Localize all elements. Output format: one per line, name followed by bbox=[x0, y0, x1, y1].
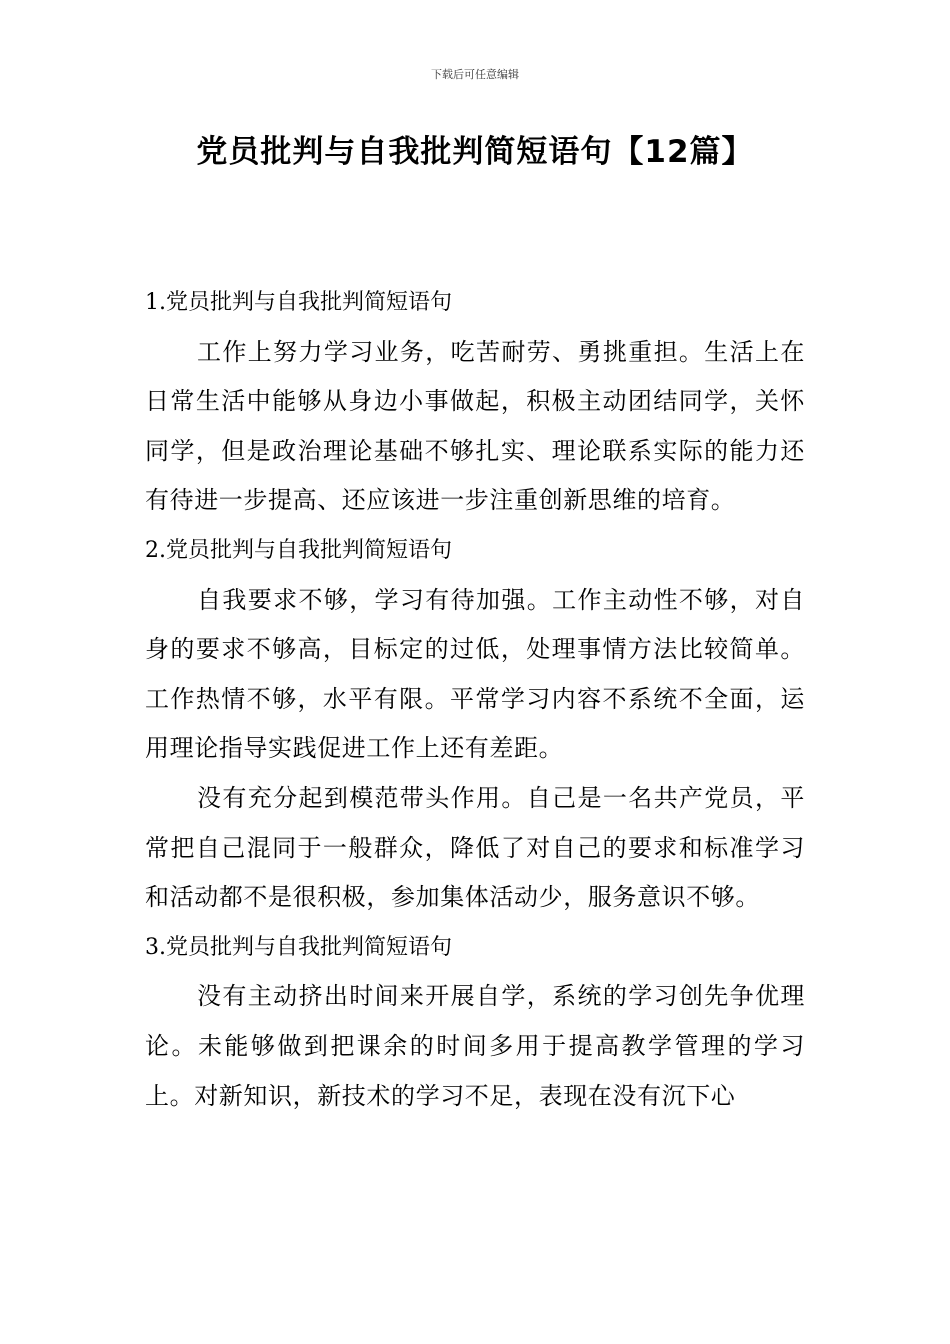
document-title: 党员批判与自我批判简短语句【12篇】 bbox=[196, 134, 754, 170]
section-paragraph: 自我要求不够，学习有待加强。工作主动性不够，对自身的要求不够高，目标定的过低，处理事情方法比较简单。工作热情不够，水平有限。平常学习内容不系统不全面，运用理论指导实践促进工作上还有差距。 bbox=[145, 585, 805, 763]
section-paragraph: 没有主动挤出时间来开展自学，系统的学习创先争优理论。未能够做到把课余的时间多用于提高教学管理的学习上。对新知识，新技术的学习不足，表现在没有沉下心 bbox=[145, 982, 805, 1110]
section-paragraph: 工作上努力学习业务，吃苦耐劳、勇挑重担。生活上在日常生活中能够从身边小事做起，积极主动团结同学，关怀同学，但是政治理论基础不够扎实、理论联系实际的能力还有待进一步提高、还应该进一步注重创新思维的培育。 bbox=[145, 337, 805, 515]
section-paragraph: 没有充分起到模范带头作用。自己是一名共产党员，平常把自己混同于一般群众，降低了对自己的要求和标准学习和活动都不是很积极，参加集体活动少，服务意识不够。 bbox=[145, 783, 805, 912]
document-body bbox=[145, 278, 805, 1121]
section-heading: 1.党员批判与自我批判简短语句 bbox=[145, 290, 452, 315]
section-heading: 2.党员批判与自我批判简短语句 bbox=[145, 537, 452, 563]
section-1 bbox=[145, 278, 805, 526]
section-3 bbox=[145, 923, 805, 1121]
section-heading: 3.党员批判与自我批判简短语句 bbox=[145, 934, 452, 960]
header-note: 下载后可任意编辑 bbox=[431, 68, 519, 81]
section-2 bbox=[145, 526, 805, 923]
